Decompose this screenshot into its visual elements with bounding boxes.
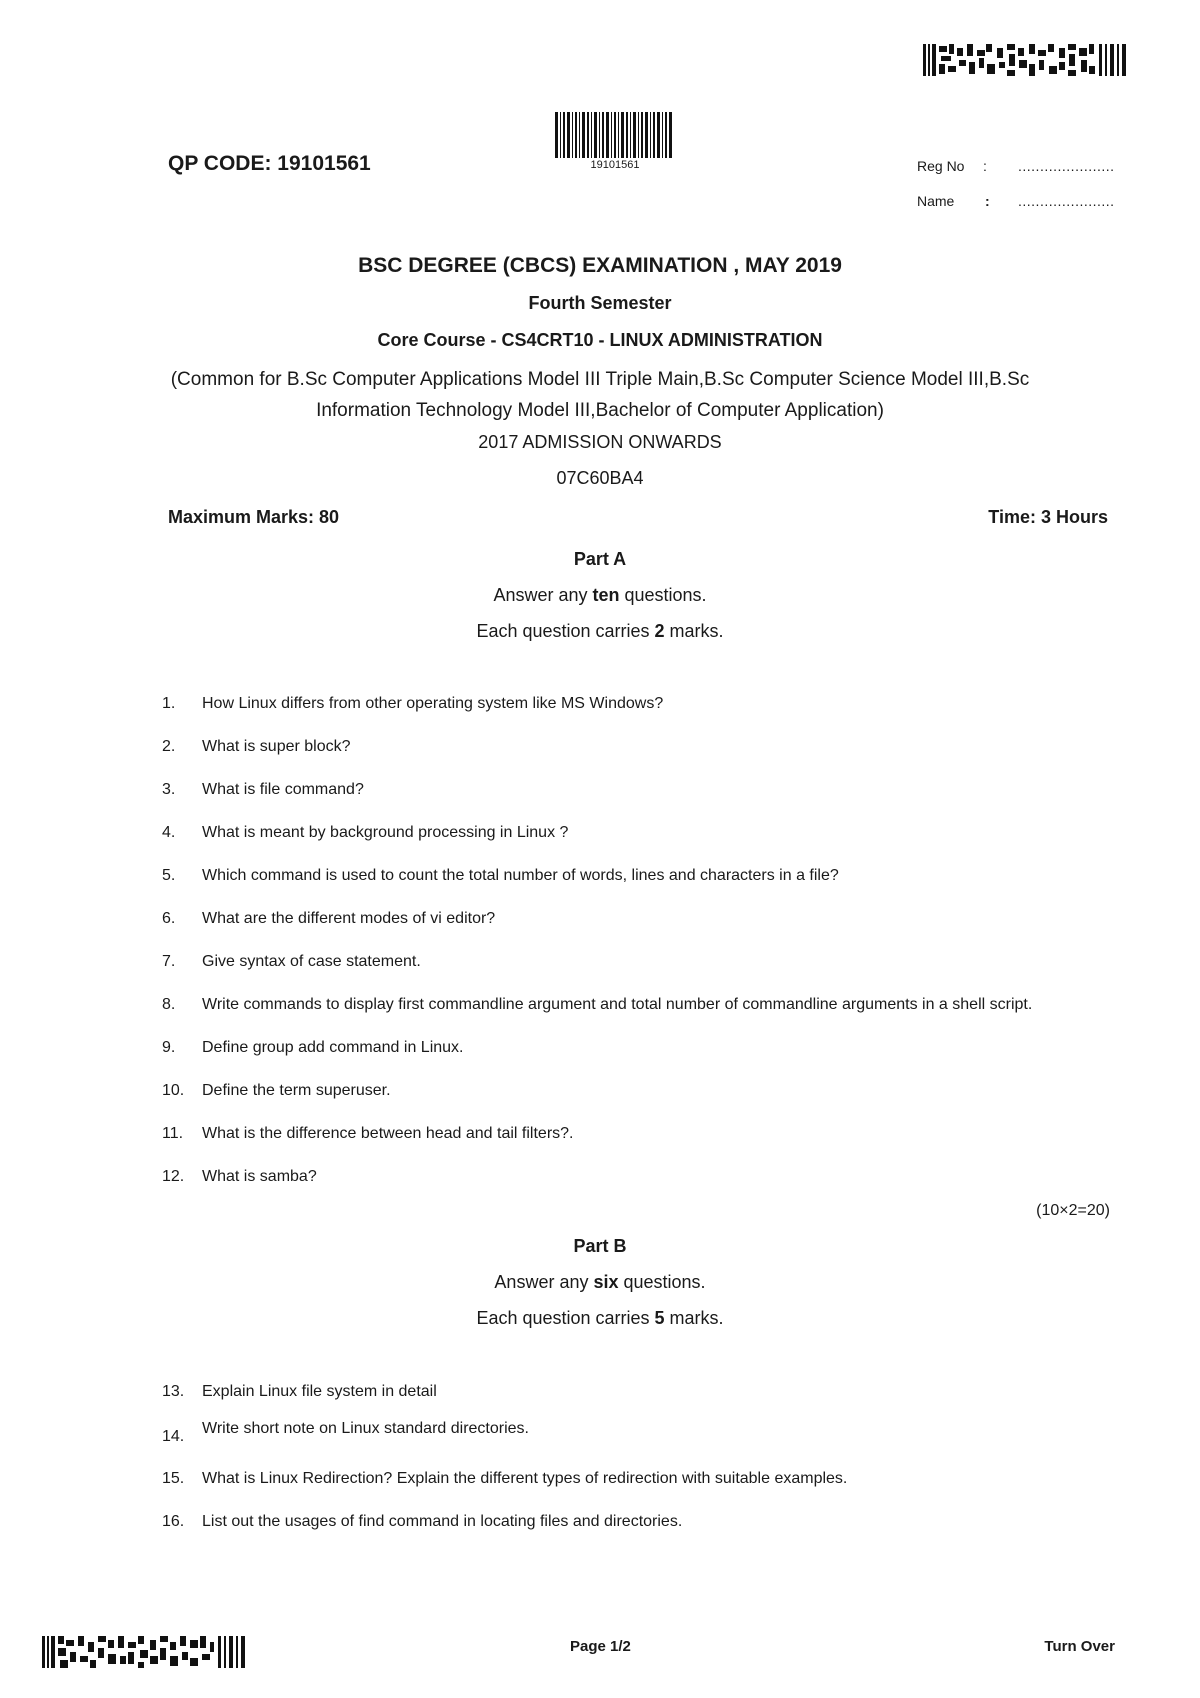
question-7: 7. Give syntax of case statement. [162,953,421,970]
admission-year: 2017 ADMISSION ONWARDS [478,432,722,452]
question-9: 9. Define group add command in Linux. [162,1039,464,1056]
question-10: 10. Define the term superuser. [162,1082,391,1099]
question-2: 2. What is super block? [162,738,351,755]
question-6: 6. What are the different modes of vi editor? [162,910,496,927]
question-4: 4. What is meant by background processing in Linux ? [162,824,569,841]
question-8: 8. Write commands to display first commandline argument and total number of commandline arguments in a shell script. [162,996,1033,1013]
part-a-instruction-2: Each question carries 2 marks. [476,621,724,641]
name-colon: : [985,193,990,209]
bottom-left-barcode [42,1636,247,1668]
part-b-instruction-2: Each question carries 5 marks. [476,1308,724,1328]
name-label: Name [917,193,955,209]
part-b-instruction-1: Answer any six questions. [494,1272,706,1292]
paper-code: 07C60BA4 [556,468,644,488]
semester: Fourth Semester [528,293,672,313]
part-a-instruction-1: Answer any ten questions. [493,585,707,605]
center-barcode-block [555,112,675,171]
part-a-title: Part A [573,549,627,569]
qp-code: QP CODE: 19101561 [168,152,371,175]
part-b-title: Part B [573,1236,627,1256]
common-note-line-2: Information Technology Model III,Bachelor of Computer Application) [316,400,884,421]
question-16: 16. List out the usages of find command in locating files and directories. [162,1513,683,1530]
maximum-marks: Maximum Marks: 80 [168,507,340,527]
question-13: 13. Explain Linux file system in detail [162,1383,437,1400]
barcode-number: 19101561 [590,159,640,171]
top-right-barcode [923,44,1128,76]
question-5: 5. Which command is used to count the total number of words, lines and characters in a file? [162,867,839,884]
page-number: Page 1/2 [570,1638,631,1655]
exam-time: Time: 3 Hours [988,507,1108,527]
turn-over-label: Turn Over [1044,1638,1115,1655]
question-12: 12. What is samba? [162,1168,317,1185]
reg-no-colon: : [983,158,987,174]
question-11: 11. What is the difference between head and tail filters?. [162,1125,574,1142]
reg-no-label: Reg No [917,158,965,174]
exam-title: BSC DEGREE (CBCS) EXAMINATION , MAY 2019 [358,254,842,277]
course-title: Core Course - CS4CRT10 - LINUX ADMINISTRATION [377,330,823,350]
part-a-marks-total: (10×2=20) [1036,1202,1110,1219]
question-14: 14. Write short note on Linux standard directories. [162,1420,529,1445]
name-field: ...................... [1018,193,1115,209]
reg-no-field: ...................... [1018,158,1115,174]
question-3: 3. What is file command? [162,781,364,798]
common-note [160,364,1040,426]
question-15: 15. What is Linux Redirection? Explain the different types of redirection with suitable examples. [162,1470,848,1487]
question-1: 1. How Linux differs from other operating system like MS Windows? [162,695,664,712]
common-note-line-1: (Common for B.Sc Computer Applications Model III Triple Main,B.Sc Computer Science Model III,B.Sc [170,369,1030,390]
center-barcode [555,112,675,158]
